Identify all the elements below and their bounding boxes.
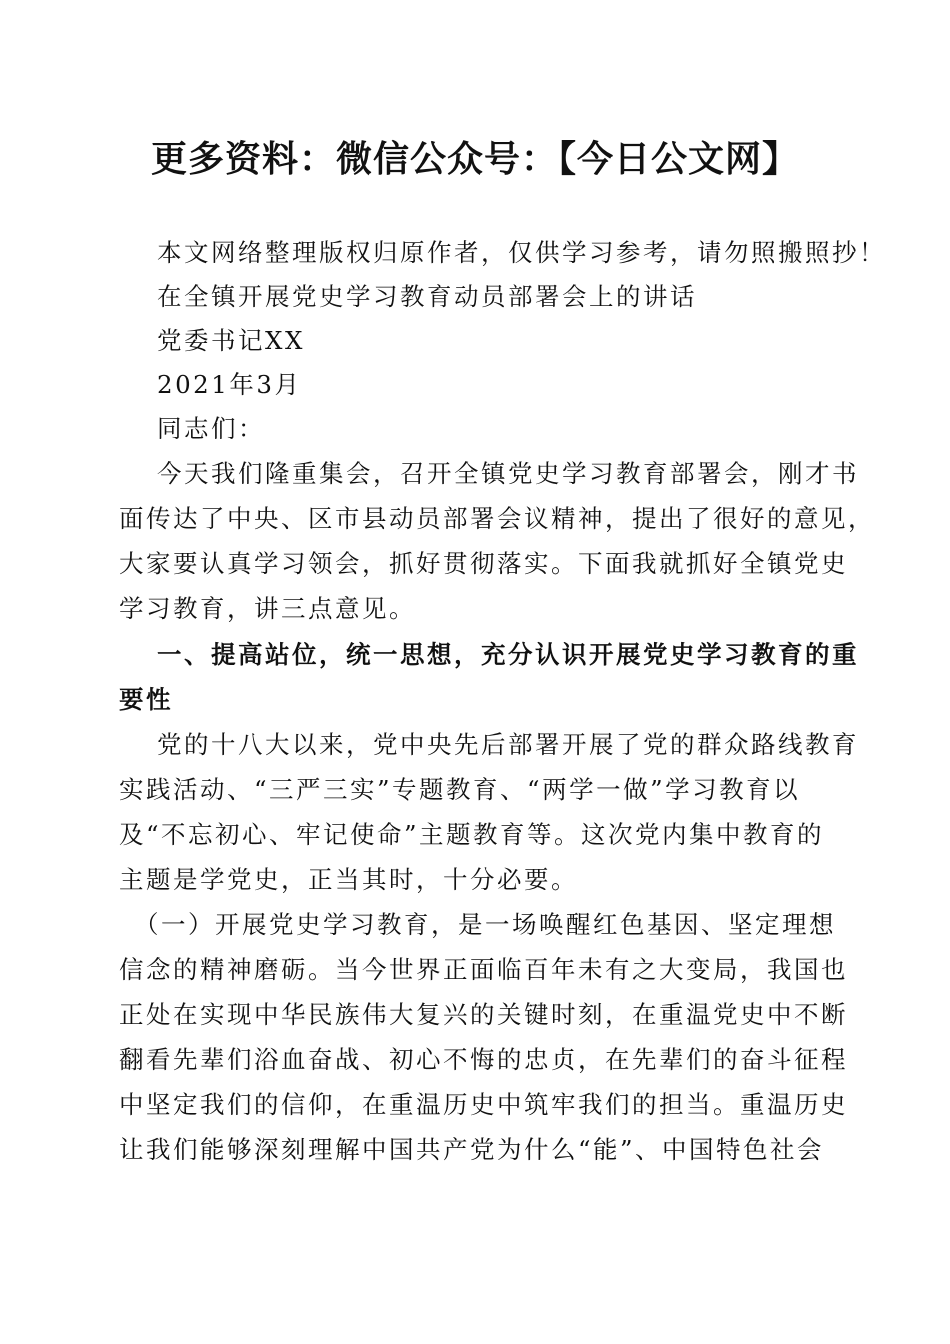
subsection-1-line: 中坚定我们的信仰，在重温历史中筑牢我们的担当。重温历史: [119, 1090, 848, 1119]
subsection-1-line: [119, 948, 848, 992]
section-1-heading: 一、提高站位，统一思想，充分认识开展党史学习教育的重: [157, 640, 859, 669]
subsection-1-rest: 当今世界正面临百年未有之大变局，我国也: [335, 955, 848, 984]
paragraph-2-line: 党的十八大以来，党中央先后部署开展了党的群众路线教育: [157, 730, 859, 759]
subsection-1-line: 让我们能够深刻理解中国共产党为什么“能”、中国特色社会: [119, 1135, 825, 1164]
disclaimer: 本文网络整理版权归原作者，仅供学习参考，请勿照搬照抄！: [157, 238, 886, 267]
salutation: 同志们：: [157, 414, 265, 443]
paragraph-1-line: 今天我们隆重集会，召开全镇党史学习教育部署会，刚才书: [157, 459, 859, 488]
paragraph-1-line: 面传达了中央、区市县动员部署会议精神，提出了很好的意见，: [119, 504, 875, 533]
paragraph-1-line: 大家要认真学习领会，抓好贯彻落实。下面我就抓好全镇党史: [119, 549, 848, 578]
paragraph-2-line: 主题是学党史，正当其时，十分必要。: [119, 865, 578, 894]
subsection-1-line: 翻看先辈们浴血奋战、初心不悔的忠贞，在先辈们的奋斗征程: [119, 1045, 848, 1074]
paragraph-1-line: 学习教育，讲三点意见。: [119, 594, 416, 623]
subsection-1-lead: （一）开展党史学习教育，是一场唤醒红色基因、坚定理想: [134, 910, 836, 939]
subsection-1-line: 正处在实现中华民族伟大复兴的关键时刻，在重温党史中不断: [119, 1000, 848, 1029]
paragraph-2-line: 及“不忘初心、牢记使命”主题教育等。这次党内集中教育的: [119, 820, 825, 849]
subsection-1-lead-end: 信念的精神磨砺。: [119, 955, 335, 984]
paragraph-2-line: 实践活动、“三严三实”专题教育、“两学一做”学习教育以: [119, 775, 801, 804]
speech-title: 在全镇开展党史学习教育动员部署会上的讲话: [157, 282, 697, 311]
date: 2021年3月: [157, 370, 302, 399]
section-1-heading: 要性: [119, 685, 173, 714]
speaker: 党委书记XX: [157, 326, 305, 355]
header-title: 更多资料：微信公众号：【今日公文网】: [150, 138, 799, 180]
